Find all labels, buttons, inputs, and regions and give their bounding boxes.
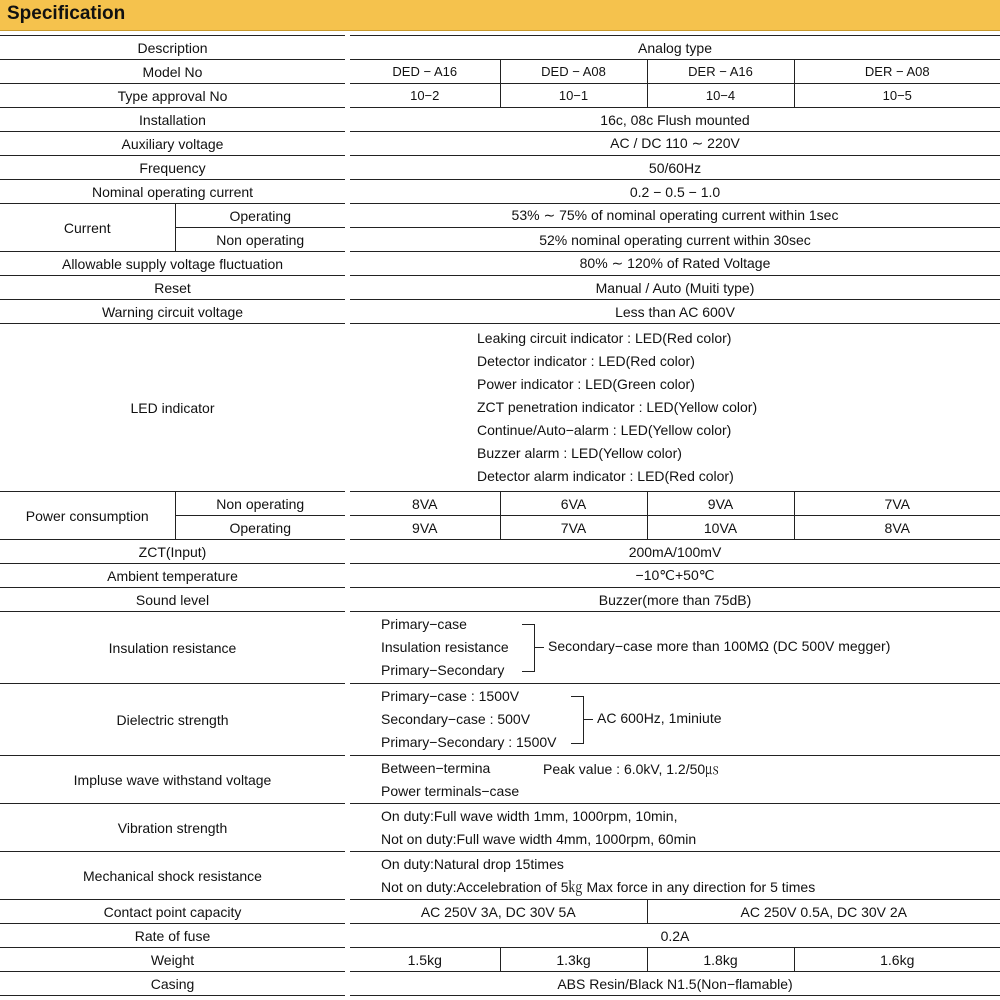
vibration-block — [350, 804, 1000, 852]
table-row — [0, 924, 1000, 948]
table-row — [0, 108, 1000, 132]
cell-value: 52% nominal operating current within 30sec — [350, 228, 1000, 252]
list-item: Power indicator : LED(Green color) — [477, 376, 695, 392]
cell-value: DED − A08 — [500, 60, 647, 84]
sub-label: Operating — [175, 204, 345, 228]
description-header: Description — [0, 36, 345, 60]
list-item: Leaking circuit indicator : LED(Red color) — [477, 330, 732, 346]
row-label: Reset — [0, 276, 345, 300]
cell-value: 8VA — [350, 492, 500, 516]
cell-value: DED − A16 — [350, 60, 500, 84]
list-item: Detector alarm indicator : LED(Red color) — [477, 468, 734, 484]
cell-value: 10−5 — [794, 84, 1000, 108]
list-item: Primary−Secondary — [381, 662, 505, 678]
cell-value: Manual / Auto (Muiti type) — [350, 276, 1000, 300]
table-row — [0, 492, 1000, 516]
table-row — [0, 132, 1000, 156]
analog-type-header: Analog type — [350, 36, 1000, 60]
row-label: Frequency — [0, 156, 345, 180]
cell-value: 7VA — [794, 492, 1000, 516]
table-row — [0, 180, 1000, 204]
list-item: Between−termina — [381, 759, 491, 776]
row-label: Weight — [0, 948, 345, 972]
cell-value: AC / DC 110 ∼ 220V — [350, 132, 1000, 156]
impulse-block — [350, 756, 1000, 804]
table-row — [0, 540, 1000, 564]
section-title: Specification — [7, 3, 126, 24]
row-label: Mechanical shock resistance — [0, 852, 345, 900]
row-label: Nominal operating current — [0, 180, 345, 204]
cell-value: Less than AC 600V — [350, 300, 1000, 324]
bracket — [522, 624, 535, 672]
row-label: Impluse wave withstand voltage — [0, 756, 345, 804]
table-row — [0, 972, 1000, 996]
table-row — [0, 756, 1000, 804]
bracket-tick — [534, 647, 544, 648]
table-row — [0, 852, 1000, 900]
list-item: ZCT penetration indicator : LED(Yellow color) — [477, 399, 758, 415]
row-label: LED indicator — [0, 324, 345, 492]
row-label: Vibration strength — [0, 804, 345, 852]
table-row — [0, 204, 1000, 228]
insulation-result: Secondary−case more than 100MΩ (DC 500V megger) — [548, 638, 891, 654]
cell-value: 10−1 — [500, 84, 647, 108]
spec-table — [0, 35, 1000, 996]
cell-value: 80% ∼ 120% of Rated Voltage — [350, 252, 1000, 276]
cell-value: Buzzer(more than 75dB) — [350, 588, 1000, 612]
table-row — [0, 612, 1000, 684]
list-item: Secondary−case : 500V — [381, 711, 531, 727]
cell-value: 0.2A — [350, 924, 1000, 948]
row-label: Sound level — [0, 588, 345, 612]
row-label: Allowable supply voltage fluctuation — [0, 252, 345, 276]
cell-value: 7VA — [500, 516, 647, 540]
table-row — [0, 60, 1000, 84]
table-row — [0, 156, 1000, 180]
cell-value: 53% ∼ 75% of nominal operating current within 1sec — [350, 204, 1000, 228]
table-row — [0, 36, 1000, 60]
cell-value: 16c, 08c Flush mounted — [350, 108, 1000, 132]
table-row — [0, 948, 1000, 972]
section-header — [0, 0, 1000, 31]
cell-value: 0.2 − 0.5 − 1.0 — [350, 180, 1000, 204]
table-row — [0, 804, 1000, 852]
list-item: Not on duty:Accelebration of 5㎏ Max force in any direction for 5 times — [381, 878, 816, 895]
list-item: Primary−case — [381, 616, 467, 632]
cell-value: 8VA — [794, 516, 1000, 540]
cell-value: 1.6kg — [794, 948, 1000, 972]
bracket — [571, 696, 584, 744]
cell-value: 9VA — [647, 492, 794, 516]
cell-value: 10VA — [647, 516, 794, 540]
cell-value: AC 250V 3A, DC 30V 5A — [350, 900, 647, 924]
row-label: Casing — [0, 972, 345, 996]
list-item: On duty:Full wave width 1mm, 1000rpm, 10min, — [381, 807, 678, 824]
row-label: Warning circuit voltage — [0, 300, 345, 324]
row-label: Contact point capacity — [0, 900, 345, 924]
list-item: Power terminals−case — [381, 782, 520, 799]
row-label: Model No — [0, 60, 345, 84]
cell-value: 50/60Hz — [350, 156, 1000, 180]
cell-value: 1.5kg — [350, 948, 500, 972]
list-item: Detector indicator : LED(Red color) — [477, 353, 695, 369]
cell-value: 200mA/100mV — [350, 540, 1000, 564]
sub-label: Non operating — [175, 228, 345, 252]
cell-value: 6VA — [500, 492, 647, 516]
sub-label: Non operating — [175, 492, 345, 516]
cell-value: 1.8kg — [647, 948, 794, 972]
row-label: Rate of fuse — [0, 924, 345, 948]
cell-value: 9VA — [350, 516, 500, 540]
row-label: Type approval No — [0, 84, 345, 108]
cell-value: DER − A16 — [647, 60, 794, 84]
dielectric-block — [350, 684, 1000, 756]
cell-value: 10−4 — [647, 84, 794, 108]
shock-block — [350, 852, 1000, 900]
table-row — [0, 588, 1000, 612]
insulation-block — [350, 612, 1000, 684]
row-label: Power consumption — [0, 492, 175, 540]
table-row — [0, 684, 1000, 756]
led-list — [350, 324, 1000, 492]
list-item: Primary−case : 1500V — [381, 688, 520, 704]
table-row — [0, 564, 1000, 588]
row-label: ZCT(Input) — [0, 540, 345, 564]
cell-value: −10℃+50℃ — [350, 564, 1000, 588]
table-row — [0, 276, 1000, 300]
table-row — [0, 324, 1000, 492]
list-item: Insulation resistance — [381, 639, 509, 655]
cell-value: ABS Resin/Black N1.5(Non−flamable) — [350, 972, 1000, 996]
list-item: Not on duty:Full wave width 4mm, 1000rpm, 60min — [381, 830, 697, 847]
cell-value: DER − A08 — [794, 60, 1000, 84]
row-label: Auxiliary voltage — [0, 132, 345, 156]
cell-value: 1.3kg — [500, 948, 647, 972]
list-item: Continue/Auto−alarm : LED(Yellow color) — [477, 422, 732, 438]
row-label: Current — [0, 204, 175, 252]
row-label: Installation — [0, 108, 345, 132]
row-label: Ambient temperature — [0, 564, 345, 588]
impulse-peak-value: Peak value : 6.0kV, 1.2/50㎲ — [543, 761, 720, 777]
dielectric-result: AC 600Hz, 1miniute — [597, 710, 722, 726]
table-row — [0, 300, 1000, 324]
row-label: Insulation resistance — [0, 612, 345, 684]
sub-label: Operating — [175, 516, 345, 540]
bracket-tick — [583, 719, 593, 720]
table-row — [0, 84, 1000, 108]
table-row — [0, 252, 1000, 276]
list-item: Primary−Secondary : 1500V — [381, 734, 557, 750]
cell-value: AC 250V 0.5A, DC 30V 2A — [647, 900, 1000, 924]
row-label: Dielectric strength — [0, 684, 345, 756]
list-item: On duty:Natural drop 15times — [381, 855, 564, 872]
list-item: Buzzer alarm : LED(Yellow color) — [477, 445, 682, 461]
cell-value: 10−2 — [350, 84, 500, 108]
table-row — [0, 900, 1000, 924]
